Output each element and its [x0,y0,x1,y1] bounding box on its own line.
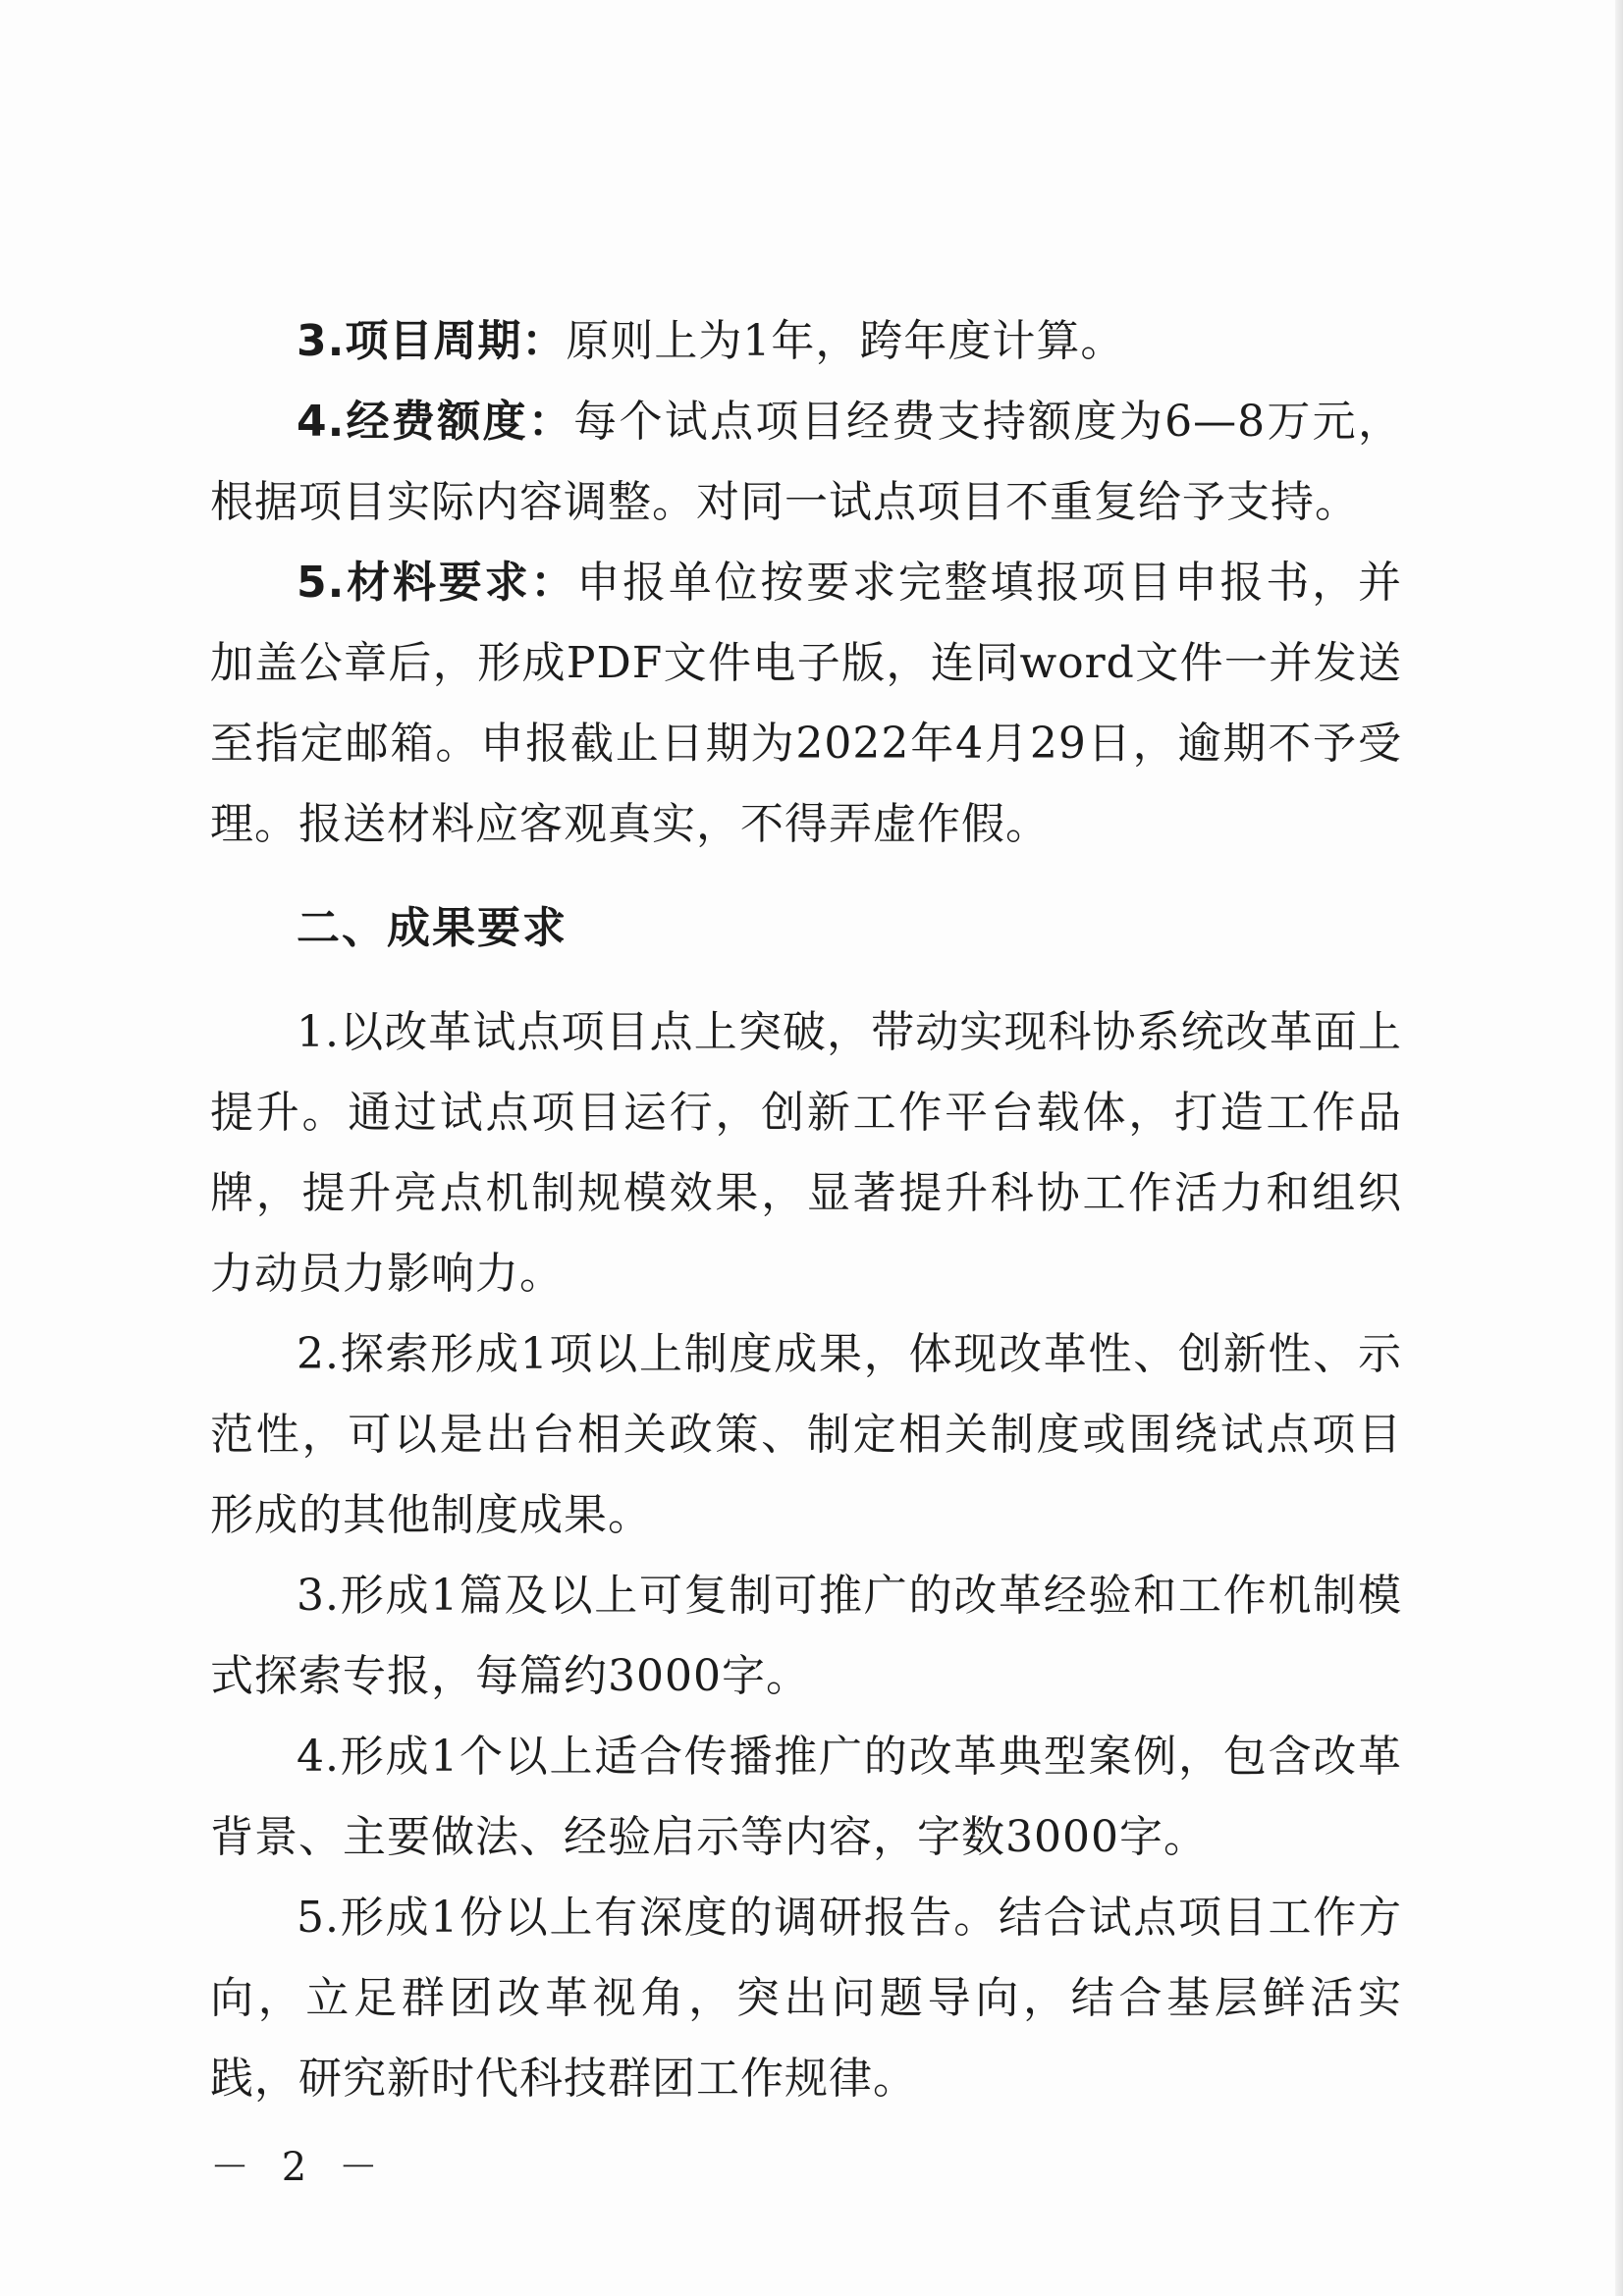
result-item-3: 3.形成1篇及以上可复制可推广的改革经验和工作机制模式探索专报，每篇约3000字。 [210,1571,1402,1701]
item-lead: 5.材料要求： [297,558,577,608]
item-body: 每个试点项目经费支持额度为6—8万元，根据项目实际内容调整。对同一试点项目不重复给予支持。 [210,397,1402,527]
item-body: 原则上为1年，跨年度计算。 [566,316,1125,366]
item-lead: 4.经费额度： [297,397,574,447]
result-item-5: 5.形成1份以上有深度的调研报告。结合试点项目工作方向，立足群团改革视角，突出问题导向，结合基层鲜活实践，研究新时代科技群团工作规律。 [210,1893,1402,2104]
item-lead: 3.项目周期： [297,316,567,366]
item-material-requirements [210,543,1402,865]
result-item-4: 4.形成1个以上适合传播推广的改革典型案例，包含改革背景、主要做法、经验启示等内容，字数3000字。 [210,1732,1402,1862]
section-heading: 二、成果要求 [297,903,568,953]
result-item-2: 2.探索形成1项以上制度成果，体现改革性、创新性、示范性，可以是出台相关政策、制定相关制度或围绕试点项目形成的其他制度成果。 [210,1329,1402,1540]
item-funding-amount [210,382,1402,543]
item-body: 申报单位按要求完整填报项目申报书，并加盖公章后，形成PDF文件电子版，连同word文件一并发送至指定邮箱。申报截止日期为2022年4月29日，逾期不予受理。报送材料应客观真实，不得弄虚作假。 [210,558,1402,849]
page-number: － 2 － [210,2145,388,2190]
page-edge-shadow [1615,0,1623,2296]
result-item-1: 1.以改革试点项目点上突破，带动实现科协系统改革面上提升。通过试点项目运行，创新工作平台载体，打造工作品牌，提升亮点机制规模效果，显著提升科协工作活力和组织力动员力影响力。 [210,1007,1402,1299]
item-project-period [210,301,1402,382]
